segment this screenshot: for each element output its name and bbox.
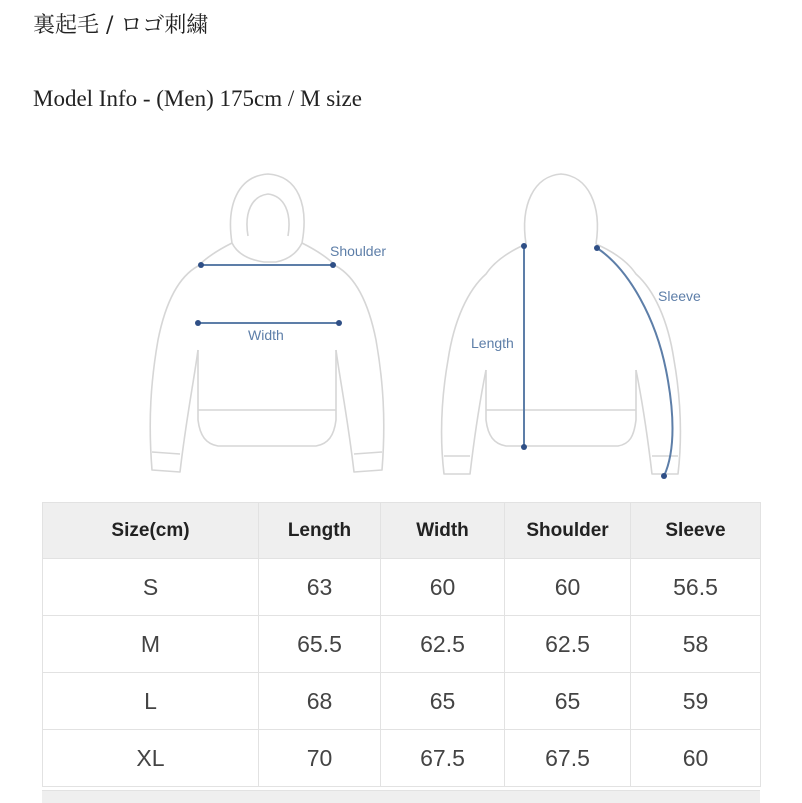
width-cell: 65 xyxy=(381,673,505,730)
width-right-dot xyxy=(336,320,342,326)
shoulder-cell: 60 xyxy=(505,559,631,616)
model-info: Model Info - (Men) 175cm / M size xyxy=(33,86,362,111)
shoulder-label: Shoulder xyxy=(330,243,387,259)
table-row xyxy=(43,616,761,673)
shoulder-cell: 67.5 xyxy=(505,730,631,787)
sleeve-cell: 56.5 xyxy=(631,559,761,616)
length-top-dot xyxy=(521,243,527,249)
length-label: Length xyxy=(471,335,514,351)
sleeve-top-dot xyxy=(594,245,600,251)
table-row xyxy=(43,730,761,787)
table-row xyxy=(43,559,761,616)
front-measurements xyxy=(195,243,386,343)
size-cell: XL xyxy=(43,730,259,787)
sleeve-cell: 59 xyxy=(631,673,761,730)
back-measurements xyxy=(471,243,701,479)
size-cell: L xyxy=(43,673,259,730)
sleeve-cell: 58 xyxy=(631,616,761,673)
sleeve-bottom-dot xyxy=(661,473,667,479)
size-cell: S xyxy=(43,559,259,616)
header-width: Width xyxy=(381,503,505,559)
width-cell: 60 xyxy=(381,559,505,616)
width-label: Width xyxy=(248,327,284,343)
table-footer-edge xyxy=(42,790,760,803)
header-size: Size(cm) xyxy=(43,503,259,559)
length-bottom-dot xyxy=(521,444,527,450)
shoulder-cell: 65 xyxy=(505,673,631,730)
header-sleeve: Sleeve xyxy=(631,503,761,559)
shoulder-left-dot xyxy=(198,262,204,268)
back-hoodie-outline xyxy=(442,174,681,474)
length-cell: 68 xyxy=(259,673,381,730)
sleeve-label: Sleeve xyxy=(658,288,701,304)
header-shoulder: Shoulder xyxy=(505,503,631,559)
sleeve-cell: 60 xyxy=(631,730,761,787)
table-row xyxy=(43,673,761,730)
length-cell: 70 xyxy=(259,730,381,787)
size-cell: M xyxy=(43,616,259,673)
width-cell: 62.5 xyxy=(381,616,505,673)
shoulder-cell: 62.5 xyxy=(505,616,631,673)
size-chart-table xyxy=(42,502,761,787)
length-cell: 65.5 xyxy=(259,616,381,673)
length-cell: 63 xyxy=(259,559,381,616)
width-cell: 67.5 xyxy=(381,730,505,787)
table-header-row xyxy=(43,503,761,559)
width-left-dot xyxy=(195,320,201,326)
material-description: 裏起毛 / ロゴ刺繍 xyxy=(33,13,209,38)
shoulder-right-dot xyxy=(330,262,336,268)
header-length: Length xyxy=(259,503,381,559)
